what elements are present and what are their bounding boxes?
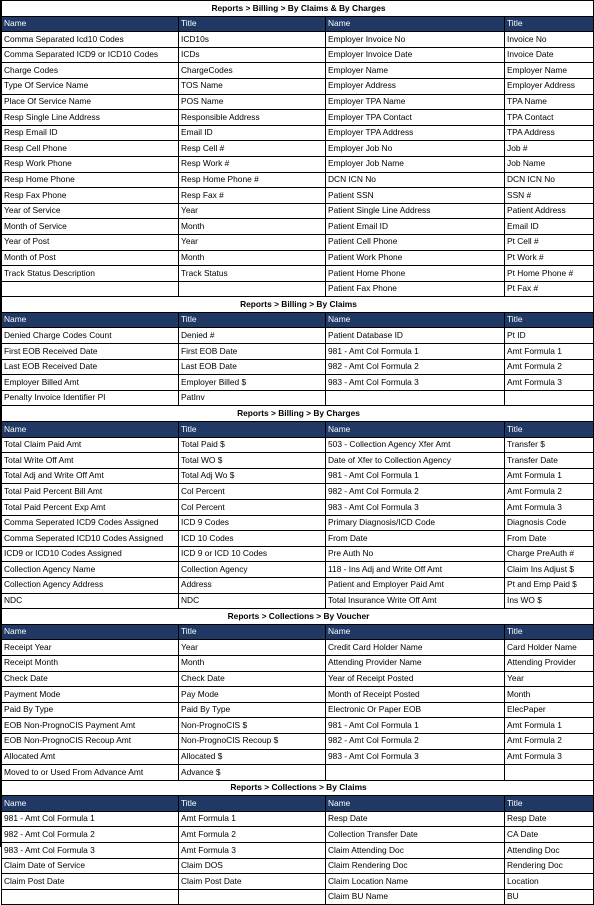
table-cell: Resp Single Line Address	[2, 110, 179, 126]
table-cell: Employer TPA Name	[326, 94, 505, 110]
table-cell: TPA Address	[505, 125, 594, 141]
table-cell: Date of Xfer to Collection Agency	[326, 453, 505, 469]
table-cell: Comma Separated ICD9 or ICD10 Codes	[2, 47, 179, 63]
table-cell: Patient Home Phone	[326, 266, 505, 282]
table-cell: TOS Name	[179, 78, 326, 94]
table-cell: Attending Provider Name	[326, 655, 505, 671]
table-cell: 983 - Amt Col Formula 3	[326, 749, 505, 765]
table-cell	[179, 281, 326, 297]
table-cell: Amt Formula 3	[179, 843, 326, 859]
table-row	[2, 328, 594, 344]
report-fields-document	[1, 0, 593, 905]
table-cell: Employer Invoice Date	[326, 47, 505, 63]
table-cell: Place Of Service Name	[2, 94, 179, 110]
table-cell: Employer Invoice No	[326, 32, 505, 48]
table-cell: Email ID	[179, 125, 326, 141]
column-header: Name	[2, 422, 179, 438]
table-cell: Month	[179, 655, 326, 671]
table-cell: Col Percent	[179, 500, 326, 516]
table-cell: BU	[505, 889, 594, 905]
table-cell: Pt Home Phone #	[505, 266, 594, 282]
table-cell	[2, 889, 179, 905]
table-cell: Pt and Emp Paid $	[505, 577, 594, 593]
table-cell: Charge PreAuth #	[505, 546, 594, 562]
table-cell: Amt Formula 1	[505, 718, 594, 734]
table-cell: Track Status	[179, 266, 326, 282]
column-header-row	[2, 422, 594, 438]
section-title-row	[2, 406, 594, 422]
table-cell: Patient Address	[505, 203, 594, 219]
table-row	[2, 32, 594, 48]
column-header-row	[2, 16, 594, 32]
table-cell: Patient SSN	[326, 188, 505, 204]
table-row	[2, 827, 594, 843]
table-cell: Address	[179, 577, 326, 593]
table-row	[2, 172, 594, 188]
table-cell: Total Claim Paid Amt	[2, 437, 179, 453]
table-cell: Patient Email ID	[326, 219, 505, 235]
table-cell: Collection Agency	[179, 562, 326, 578]
table-cell: ChargeCodes	[179, 63, 326, 79]
table-cell: 982 - Amt Col Formula 2	[326, 733, 505, 749]
table-cell: Pt Work #	[505, 250, 594, 266]
table-cell	[326, 765, 505, 781]
column-header: Title	[505, 796, 594, 812]
table-cell: Resp Date	[505, 811, 594, 827]
table-cell: DCN ICN No	[326, 172, 505, 188]
table-row	[2, 266, 594, 282]
table-cell: 983 - Amt Col Formula 3	[2, 843, 179, 859]
table-row	[2, 811, 594, 827]
table-cell: Col Percent	[179, 484, 326, 500]
table-row	[2, 375, 594, 391]
table-cell: Employer Address	[326, 78, 505, 94]
table-cell	[179, 889, 326, 905]
table-cell: Claim Date of Service	[2, 858, 179, 874]
table-cell: First EOB Received Date	[2, 344, 179, 360]
table-cell: Patient Single Line Address	[326, 203, 505, 219]
table-cell: Resp Work #	[179, 156, 326, 172]
section-title: Reports > Collections > By Claims	[2, 780, 594, 796]
table-cell: Employer Billed Amt	[2, 375, 179, 391]
section-title: Reports > Billing > By Claims & By Charges	[2, 1, 594, 17]
table-row	[2, 671, 594, 687]
table-cell: TPA Contact	[505, 110, 594, 126]
table-cell: 981 - Amt Col Formula 1	[2, 811, 179, 827]
column-header: Title	[179, 16, 326, 32]
table-cell: POS Name	[179, 94, 326, 110]
table-cell: Check Date	[179, 671, 326, 687]
table-cell: Resp Cell Phone	[2, 141, 179, 157]
table-cell	[505, 390, 594, 406]
table-cell: Month of Receipt Posted	[326, 687, 505, 703]
table-cell: Resp Email ID	[2, 125, 179, 141]
table-cell: Employer Address	[505, 78, 594, 94]
section-title-row	[2, 1, 594, 17]
table-cell: Amt Formula 3	[505, 500, 594, 516]
table-cell: 981 - Amt Col Formula 1	[326, 468, 505, 484]
table-cell: Track Status Description	[2, 266, 179, 282]
column-header: Title	[179, 312, 326, 328]
table-cell: Employer Name	[326, 63, 505, 79]
table-cell: Receipt Month	[2, 655, 179, 671]
column-header: Name	[2, 796, 179, 812]
table-cell: ElecPaper	[505, 702, 594, 718]
table-row	[2, 203, 594, 219]
table-row	[2, 500, 594, 516]
table-cell: Claim Attending Doc	[326, 843, 505, 859]
table-cell: Claim Rendering Doc	[326, 858, 505, 874]
table-cell: First EOB Date	[179, 344, 326, 360]
section-title-row	[2, 780, 594, 796]
table-cell: Total Paid $	[179, 437, 326, 453]
column-header: Title	[505, 312, 594, 328]
table-cell: NDC	[2, 593, 179, 609]
table-cell: Claim Post Date	[179, 874, 326, 890]
table-cell: Check Date	[2, 671, 179, 687]
table-row	[2, 390, 594, 406]
table-cell: DCN ICN No	[505, 172, 594, 188]
table-cell: Comma Seperated ICD9 Codes Assigned	[2, 515, 179, 531]
table-row	[2, 281, 594, 297]
table-cell: Year	[505, 671, 594, 687]
column-header-row	[2, 796, 594, 812]
report-fields-table	[1, 0, 594, 905]
table-cell: Attending Doc	[505, 843, 594, 859]
table-cell: ICD 9 Codes	[179, 515, 326, 531]
table-cell: Pay Mode	[179, 687, 326, 703]
table-cell: Allocated Amt	[2, 749, 179, 765]
table-cell: 982 - Amt Col Formula 2	[2, 827, 179, 843]
table-cell: From Date	[326, 531, 505, 547]
table-cell: Primary Diagnosis/ICD Code	[326, 515, 505, 531]
table-cell: Pre Auth No	[326, 546, 505, 562]
table-cell: Amt Formula 2	[505, 359, 594, 375]
column-header-row	[2, 624, 594, 640]
table-cell: Denied Charge Codes Count	[2, 328, 179, 344]
table-cell: Patient Fax Phone	[326, 281, 505, 297]
table-cell: Patient Database ID	[326, 328, 505, 344]
table-row	[2, 47, 594, 63]
table-cell: From Date	[505, 531, 594, 547]
table-cell: Attending Provider	[505, 655, 594, 671]
table-cell: Collection Transfer Date	[326, 827, 505, 843]
table-cell: ICD 10 Codes	[179, 531, 326, 547]
table-row	[2, 78, 594, 94]
table-cell: Card Holder Name	[505, 640, 594, 656]
table-cell: Non-PrognoCIS Recoup $	[179, 733, 326, 749]
column-header: Name	[326, 312, 505, 328]
table-cell: Collection Agency Name	[2, 562, 179, 578]
table-row	[2, 640, 594, 656]
column-header: Name	[326, 16, 505, 32]
table-cell: Paid By Type	[179, 702, 326, 718]
table-cell: Amt Formula 3	[505, 749, 594, 765]
table-cell: Employer Job No	[326, 141, 505, 157]
table-row	[2, 874, 594, 890]
table-cell: Amt Formula 1	[179, 811, 326, 827]
table-row	[2, 484, 594, 500]
table-cell: 983 - Amt Col Formula 3	[326, 500, 505, 516]
table-cell: Transfer $	[505, 437, 594, 453]
table-cell: Type Of Service Name	[2, 78, 179, 94]
table-cell: Receipt Year	[2, 640, 179, 656]
table-cell: Resp Home Phone #	[179, 172, 326, 188]
table-cell: CA Date	[505, 827, 594, 843]
column-header: Title	[179, 422, 326, 438]
table-cell: Paid By Type	[2, 702, 179, 718]
table-row	[2, 344, 594, 360]
column-header: Title	[179, 624, 326, 640]
table-row	[2, 125, 594, 141]
table-cell: Pt Fax #	[505, 281, 594, 297]
table-cell: Year of Post	[2, 234, 179, 250]
table-cell: Employer TPA Contact	[326, 110, 505, 126]
table-cell: Total WO $	[179, 453, 326, 469]
table-cell: Total Paid Percent Bill Amt	[2, 484, 179, 500]
table-cell: Charge Codes	[2, 63, 179, 79]
table-cell: Total Adj Wo $	[179, 468, 326, 484]
column-header: Name	[2, 16, 179, 32]
table-row	[2, 577, 594, 593]
table-cell: Claim Ins Adjust $	[505, 562, 594, 578]
table-row	[2, 219, 594, 235]
table-cell: Moved to or Used From Advance Amt	[2, 765, 179, 781]
table-row	[2, 733, 594, 749]
table-cell: 982 - Amt Col Formula 2	[326, 484, 505, 500]
table-body	[2, 1, 594, 905]
table-cell: Job #	[505, 141, 594, 157]
table-cell: Advance $	[179, 765, 326, 781]
table-cell: Resp Cell #	[179, 141, 326, 157]
table-cell: Total Write Off Amt	[2, 453, 179, 469]
table-cell: Month	[179, 219, 326, 235]
table-cell: Pt Cell #	[505, 234, 594, 250]
table-cell: Last EOB Date	[179, 359, 326, 375]
table-row	[2, 468, 594, 484]
table-cell: Ins WO $	[505, 593, 594, 609]
table-cell: Resp Fax #	[179, 188, 326, 204]
table-cell: Claim DOS	[179, 858, 326, 874]
table-cell: Invoice Date	[505, 47, 594, 63]
table-cell: Patient Cell Phone	[326, 234, 505, 250]
table-cell: Amt Formula 2	[505, 733, 594, 749]
table-cell: Amt Formula 2	[505, 484, 594, 500]
table-cell: Total Adj and Write Off Amt	[2, 468, 179, 484]
table-cell: 982 - Amt Col Formula 2	[326, 359, 505, 375]
table-cell: ICD 9 or ICD 10 Codes	[179, 546, 326, 562]
table-row	[2, 141, 594, 157]
table-cell	[505, 765, 594, 781]
table-cell: NDC	[179, 593, 326, 609]
table-cell: 118 - Ins Adj and Write Off Amt	[326, 562, 505, 578]
table-cell: Last EOB Received Date	[2, 359, 179, 375]
table-cell: Claim BU Name	[326, 889, 505, 905]
table-row	[2, 702, 594, 718]
column-header: Name	[2, 312, 179, 328]
table-row	[2, 188, 594, 204]
table-row	[2, 250, 594, 266]
column-header: Title	[505, 624, 594, 640]
table-cell: EOB Non-PrognoCIS Payment Amt	[2, 718, 179, 734]
table-cell: Responsible Address	[179, 110, 326, 126]
table-cell: Year of Service	[2, 203, 179, 219]
table-row	[2, 63, 594, 79]
table-row	[2, 843, 594, 859]
table-cell: Month of Service	[2, 219, 179, 235]
table-row	[2, 546, 594, 562]
table-cell: TPA Name	[505, 94, 594, 110]
table-cell: Allocated $	[179, 749, 326, 765]
table-cell: Patient Work Phone	[326, 250, 505, 266]
table-cell: ICD10s	[179, 32, 326, 48]
column-header: Name	[2, 624, 179, 640]
column-header: Name	[326, 796, 505, 812]
table-row	[2, 359, 594, 375]
table-row	[2, 655, 594, 671]
table-cell: Month	[179, 250, 326, 266]
table-cell: Job Name	[505, 156, 594, 172]
table-cell	[326, 390, 505, 406]
table-row	[2, 94, 594, 110]
table-cell: PatInv	[179, 390, 326, 406]
table-row	[2, 234, 594, 250]
section-title: Reports > Billing > By Claims	[2, 297, 594, 313]
table-row	[2, 593, 594, 609]
table-row	[2, 562, 594, 578]
table-cell: Employer Billed $	[179, 375, 326, 391]
table-cell: Employer Name	[505, 63, 594, 79]
table-cell: Month	[505, 687, 594, 703]
table-row	[2, 858, 594, 874]
table-cell: Non-PrognoCIS $	[179, 718, 326, 734]
table-cell: Pt ID	[505, 328, 594, 344]
table-cell: SSN #	[505, 188, 594, 204]
table-cell: Employer Job Name	[326, 156, 505, 172]
table-cell: Resp Date	[326, 811, 505, 827]
section-title: Reports > Billing > By Charges	[2, 406, 594, 422]
table-cell: 503 - Collection Agency Xfer Amt	[326, 437, 505, 453]
table-cell: Total Insurance Write Off Amt	[326, 593, 505, 609]
table-cell: Invoice No	[505, 32, 594, 48]
table-row	[2, 453, 594, 469]
table-cell: Resp Home Phone	[2, 172, 179, 188]
table-cell: Denied #	[179, 328, 326, 344]
table-cell: Resp Work Phone	[2, 156, 179, 172]
table-cell: Comma Separated Icd10 Codes	[2, 32, 179, 48]
table-cell: Amt Formula 1	[505, 468, 594, 484]
table-cell: Year of Receipt Posted	[326, 671, 505, 687]
table-row	[2, 718, 594, 734]
table-row	[2, 531, 594, 547]
table-cell: Year	[179, 203, 326, 219]
table-cell: ICD9 or ICD10 Codes Assigned	[2, 546, 179, 562]
column-header: Title	[505, 422, 594, 438]
table-cell: Electronic Or Paper EOB	[326, 702, 505, 718]
table-row	[2, 156, 594, 172]
column-header: Title	[505, 16, 594, 32]
table-cell: Rendering Doc	[505, 858, 594, 874]
table-row	[2, 889, 594, 905]
table-cell: Amt Formula 1	[505, 344, 594, 360]
table-cell: Diagnosis Code	[505, 515, 594, 531]
table-cell: Credit Card Holder Name	[326, 640, 505, 656]
column-header: Name	[326, 422, 505, 438]
table-cell: Penalty Invoice Identifier PI	[2, 390, 179, 406]
column-header-row	[2, 312, 594, 328]
table-cell: Transfer Date	[505, 453, 594, 469]
table-cell: Email ID	[505, 219, 594, 235]
section-title-row	[2, 297, 594, 313]
table-cell: 983 - Amt Col Formula 3	[326, 375, 505, 391]
table-cell: Amt Formula 3	[505, 375, 594, 391]
table-cell: Resp Fax Phone	[2, 188, 179, 204]
table-cell: Year	[179, 640, 326, 656]
table-cell: Amt Formula 2	[179, 827, 326, 843]
table-cell: Comma Seperated ICD10 Codes Assigned	[2, 531, 179, 547]
table-row	[2, 687, 594, 703]
table-cell: 981 - Amt Col Formula 1	[326, 718, 505, 734]
table-row	[2, 749, 594, 765]
section-title-row	[2, 609, 594, 625]
section-title: Reports > Collections > By Voucher	[2, 609, 594, 625]
table-cell: Payment Mode	[2, 687, 179, 703]
table-cell: Patient and Employer Paid Amt	[326, 577, 505, 593]
table-cell: Claim Location Name	[326, 874, 505, 890]
table-row	[2, 110, 594, 126]
table-row	[2, 765, 594, 781]
table-cell: Month of Post	[2, 250, 179, 266]
table-cell: Collection Agency Address	[2, 577, 179, 593]
table-cell: EOB Non-PrognoCIS Recoup Amt	[2, 733, 179, 749]
table-cell: Location	[505, 874, 594, 890]
table-cell	[2, 281, 179, 297]
table-cell: Claim Post Date	[2, 874, 179, 890]
table-cell: Employer TPA Address	[326, 125, 505, 141]
table-cell: 981 - Amt Col Formula 1	[326, 344, 505, 360]
column-header: Title	[179, 796, 326, 812]
table-row	[2, 515, 594, 531]
table-cell: Year	[179, 234, 326, 250]
table-cell: Total Paid Percent Exp Amt	[2, 500, 179, 516]
table-row	[2, 437, 594, 453]
column-header: Name	[326, 624, 505, 640]
table-cell: ICDs	[179, 47, 326, 63]
